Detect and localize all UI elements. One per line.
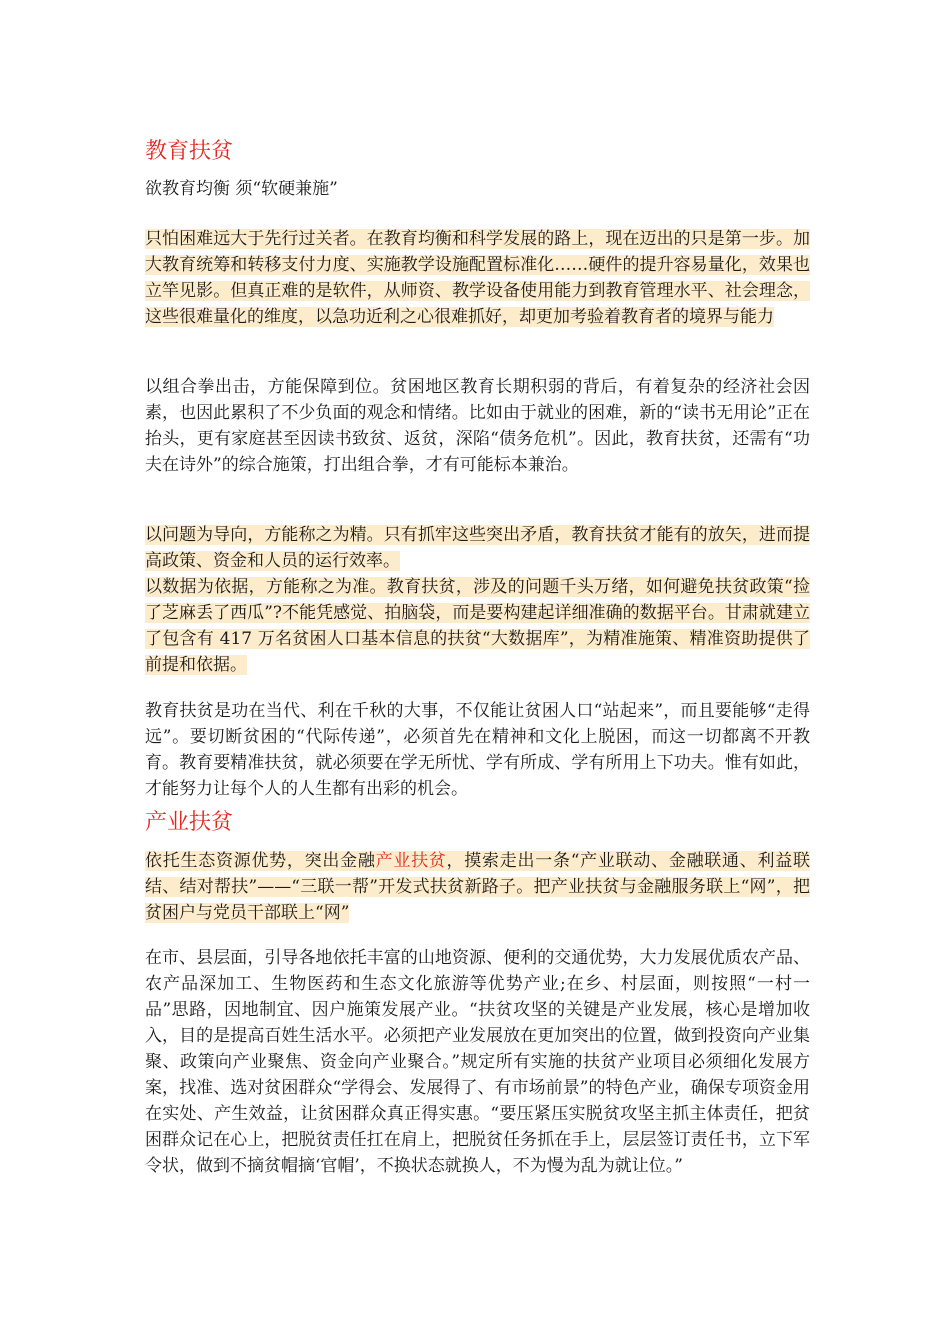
highlighted-text: 以数据为依据，方能称之为准。教育扶贫，涉及的问题千头万绪，如何避免扶贫政策“捡了芝麻丢了西瓜”?不能凭感觉、拍脑袋，而是要构建起详细准确的数据平台。甘肃就建立了包含有 417 万名贫困人口基本信息的扶贫“大数据库”，为精准施策、精准资助提供了前提和依据。 <box>145 577 810 675</box>
highlighted-text: 以问题为导向，方能称之为精。只有抓牢这些突出矛盾，教育扶贫才能有的放矢，进而提高政策、资金和人员的运行效率。 <box>145 525 810 571</box>
industry-paragraph-1 <box>145 848 810 926</box>
highlighted-text-part: 依托生态资源优势，突出金融 <box>145 851 376 871</box>
highlighted-keyword: 产业扶贫 <box>375 851 447 871</box>
highlighted-text-part: ，摸索走出一条“产业联动、金融联通、利益联结、结对帮扶”——“三联一帮”开发式扶贫新路子。把产业扶贫与金融服务联上“网”，把贫困户与党员干部联上“网” <box>145 851 810 923</box>
highlighted-text <box>145 851 810 923</box>
industry-paragraph-2: 在市、县层面，引导各地依托丰富的山地资源、便利的交通优势，大力发展优质农产品、农产品深加工、生物医药和生态文化旅游等优势产业;在乡、村层面，则按照“一村一品”思路，因地制宜、因户施策发展产业。“扶贫攻坚的关键是产业发展，核心是增加收入，目的是提高百姓生活水平。必须把产业发展放在更加突出的位置，做到投资向产业集聚、政策向产业聚焦、资金向产业聚合。”规定所有实施的扶贫产业项目必须细化发展方案，找准、选对贫困群众“学得会、发展得了、有市场前景”的特色产业，确保专项资金用在实处、产生效益，让贫困群众真正得实惠。“要压紧压实脱贫攻坚主抓主体责任，把贫困群众记在心上，把脱贫责任扛在肩上，把脱贫任务抓在手上，层层签订责任书，立下军令状，做到不摘贫帽摘‘官帽’，不换状态就换人，不为慢为乱为就让位。” <box>145 948 810 1176</box>
education-paragraph-5: 教育扶贫是功在当代、利在千秋的大事，不仅能让贫困人口“站起来”，而且要能够“走得远”。要切断贫困的“代际传递”，必须首先在精神和文化上脱困，而这一切都离不开教育。教育要精准扶贫，就必须要在学无所忧、学有所成、学有所用上下功夫。惟有如此，才能努力让每个人的人生都有出彩的机会。 <box>145 701 810 799</box>
industry-section-title: 产业扶贫 <box>145 810 234 835</box>
education-section-title: 教育扶贫 <box>145 139 234 164</box>
education-subtitle: 欲教育均衡 须“软硬兼施” <box>145 179 338 199</box>
education-paragraph-3 <box>145 522 810 574</box>
education-paragraph-2: 以组合拳出击，方能保障到位。贫困地区教育长期积弱的背后，有着复杂的经济社会因素，也因此累积了不少负面的观念和情绪。比如由于就业的困难，新的“读书无用论”正在抬头，更有家庭甚至因读书致贫、返贫，深陷“债务危机”。因此，教育扶贫，还需有“功夫在诗外”的综合施策，打出组合拳，才有可能标本兼治。 <box>145 377 810 475</box>
education-paragraph-1 <box>145 226 810 330</box>
highlighted-text: 只怕困难远大于先行过关者。在教育均衡和科学发展的路上，现在迈出的只是第一步。加大教育统筹和转移支付力度、实施教学设施配置标准化……硬件的提升容易量化，效果也立竿见影。但真正难的是软件，从师资、教学设备使用能力到教育管理水平、社会理念，这些很难量化的维度，以急功近利之心很难抓好，却更加考验着教育者的境界与能力 <box>145 229 810 327</box>
education-paragraph-4 <box>145 574 810 678</box>
